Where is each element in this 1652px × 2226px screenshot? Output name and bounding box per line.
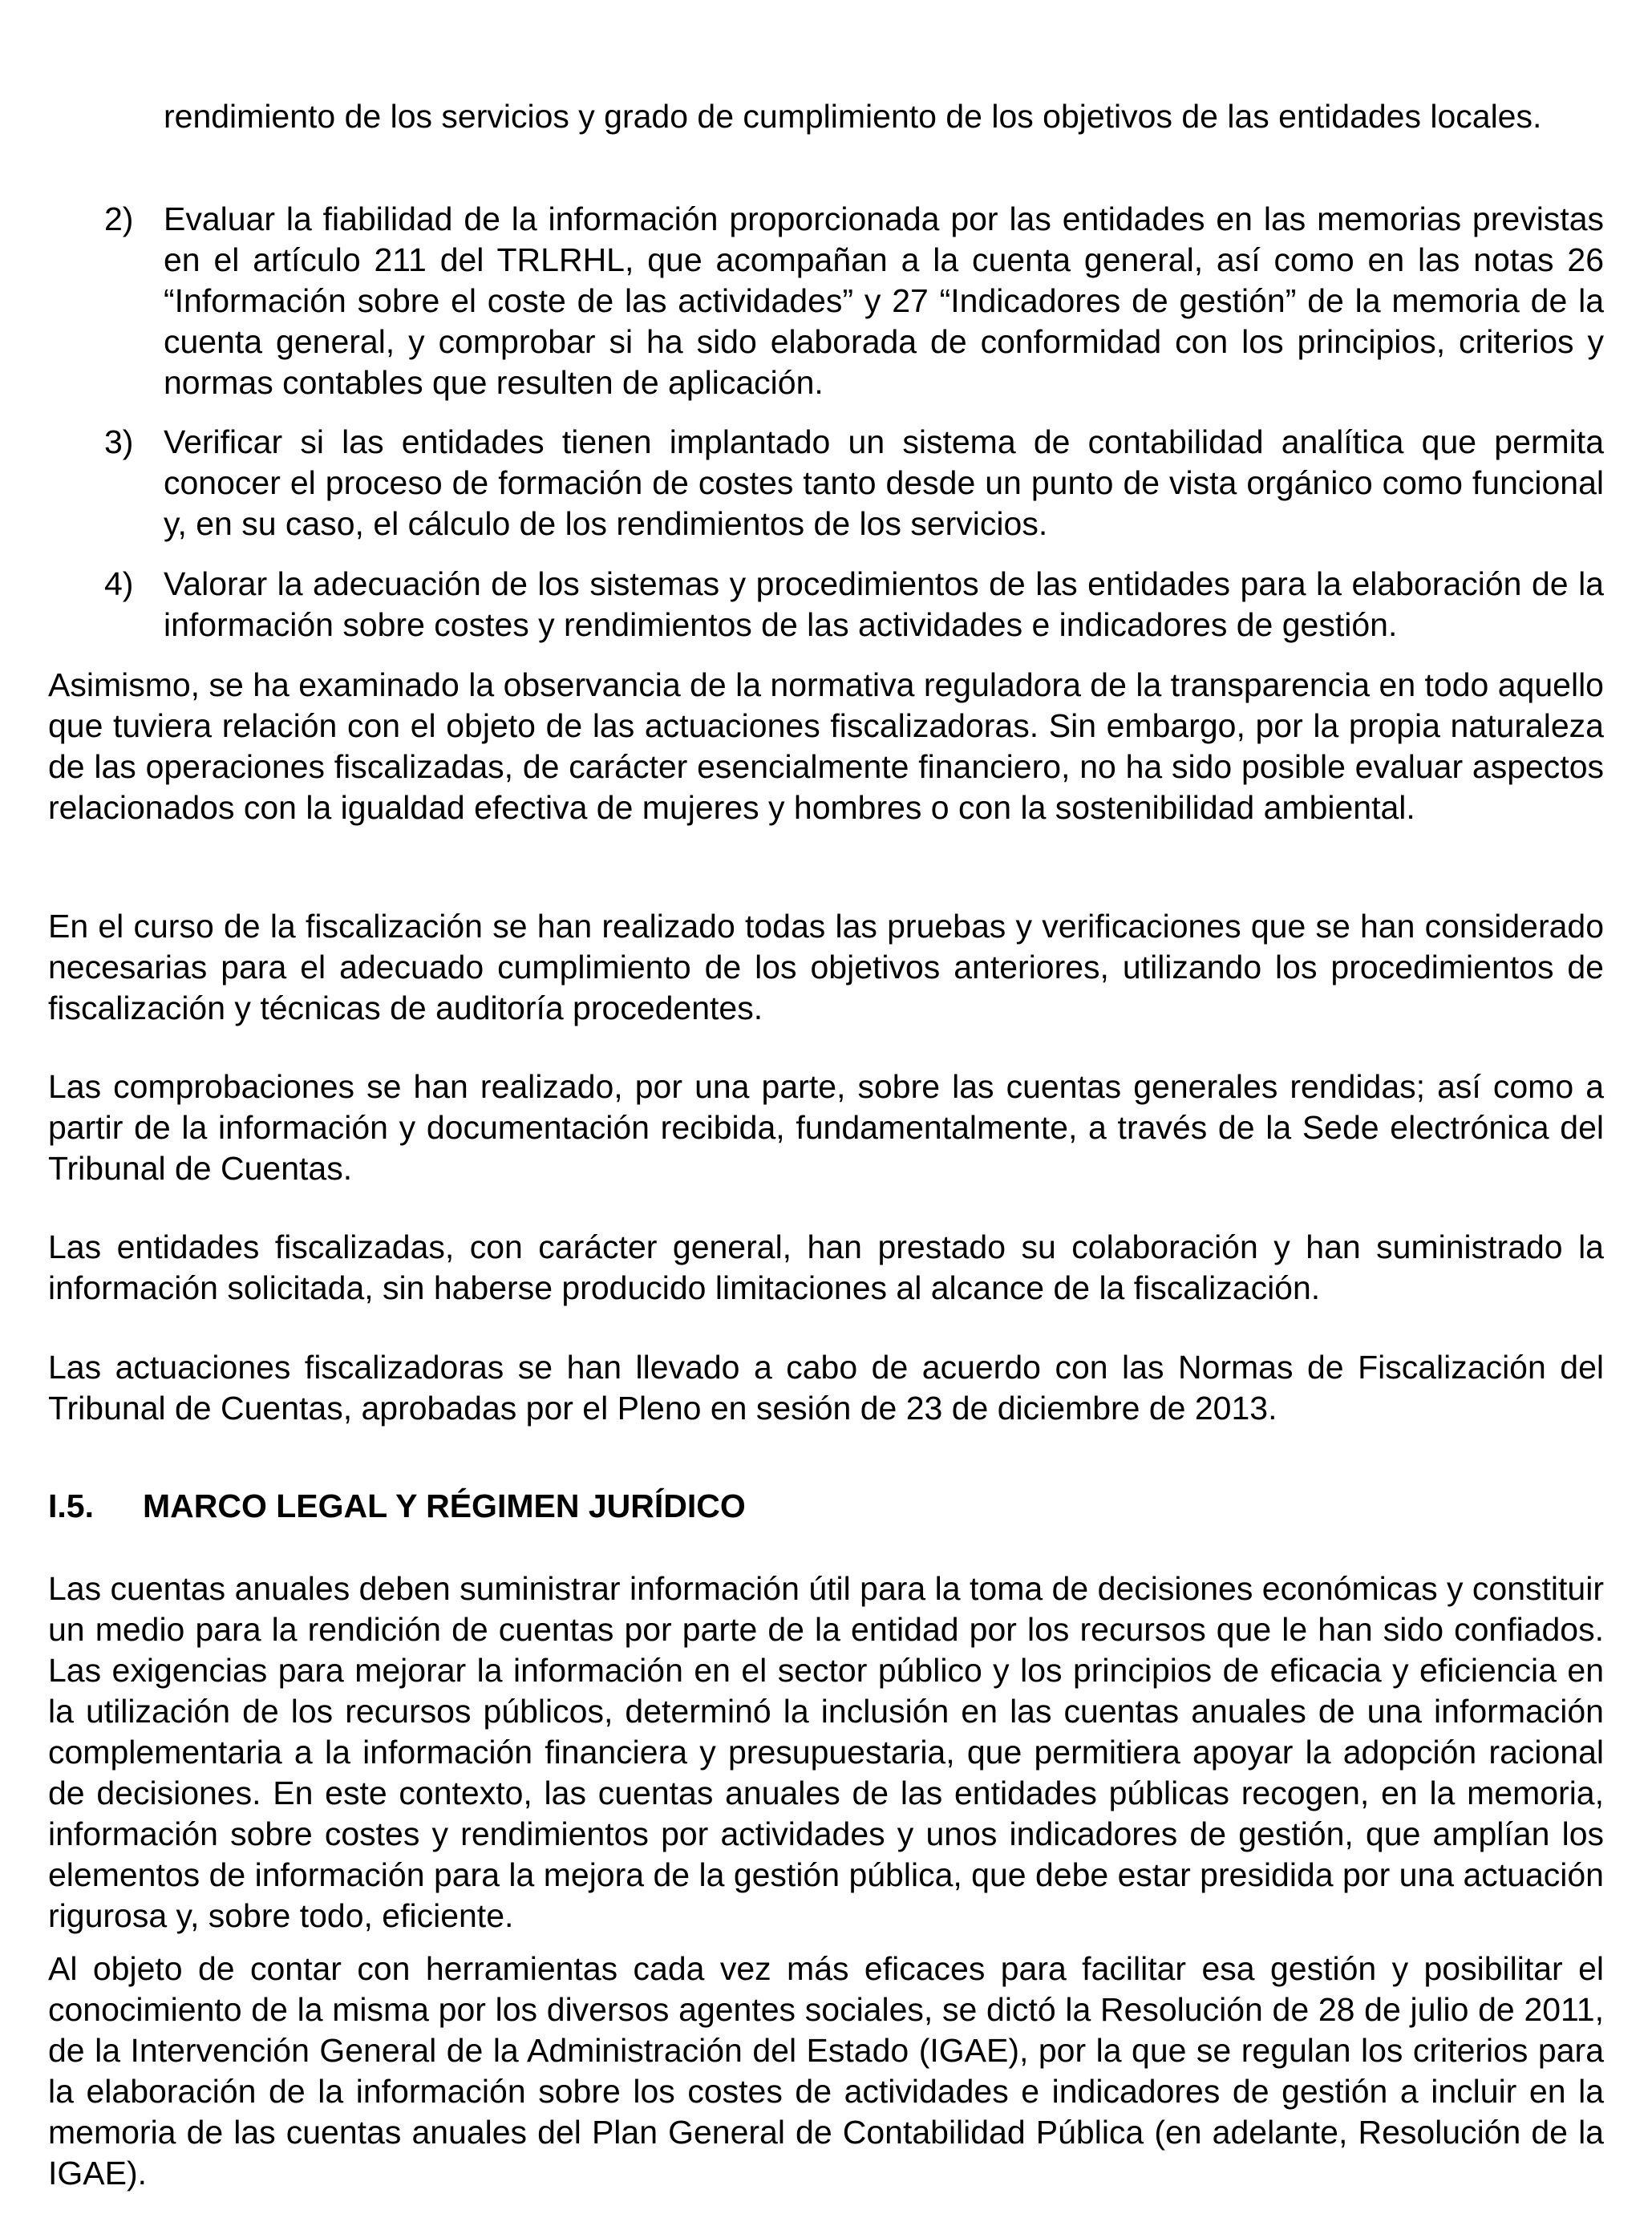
list-item-text: Evaluar la fiabilidad de la información proporcionada por las entidades en las memorias previstas en el artículo 211 del TRLRHL, que acompañan a la cuenta general, así como en las notas 26 “Información sobre el coste de las actividades” y 27 “Indicadores de gestión” de la memoria de la cuenta general, y comprobar si ha sido elaborada de conformidad con los principios, criterios y normas contables que resulten de aplicación. [164, 200, 1604, 401]
list-item-number: 4) [104, 565, 134, 602]
section-heading [48, 1486, 746, 1527]
section-title: MARCO LEGAL Y RÉGIMEN JURÍDICO [143, 1487, 746, 1524]
list-continuation-text: rendimiento de los servicios y grado de cumplimiento de los objetivos de las entidades locales. [164, 98, 1542, 135]
paragraph-comprobaciones: Las comprobaciones se han realizado, por una parte, sobre las cuentas generales rendidas; así como a partir de la información y documentación recibida, fundamentalmente, a través de la Sede electrónica del Tribunal de Cuentas. [48, 1068, 1604, 1187]
list-item-number: 3) [104, 423, 134, 460]
list-item-text: Valorar la adecuación de los sistemas y procedimientos de las entidades para la elaboración de la información sobre costes y rendimientos de las actividades e indicadores de gestión. [164, 565, 1604, 643]
list-item-number: 2) [104, 200, 134, 237]
paragraph-transparencia: Asimismo, se ha examinado la observancia de la normativa reguladora de la transparencia en todo aquello que tuviera relación con el objeto de las actuaciones fiscalizadoras. Sin embargo, por la propia naturaleza de las operaciones fiscalizadas, de carácter esencialmente financiero, no ha sido posible evaluar aspectos relacionados con la igualdad efectiva de mujeres y hombres o con la sostenibilidad ambiental. [48, 666, 1604, 826]
paragraph-cuentas-anuales: Las cuentas anuales deben suministrar información útil para la toma de decisiones económicas y constituir un medio para la rendición de cuentas por parte de la entidad por los recursos que le han sido confiados. Las exigencias para mejorar la información en el sector público y los principios de eficacia y eficiencia en la utilización de los recursos públicos, determinó la inclusión en las cuentas anuales de una información complementaria a la información financiera y presupuestaria, que permitiera apoyar la adopción racional de decisiones. En este contexto, las cuentas anuales de las entidades públicas recogen, en la memoria, información sobre costes y rendimientos por actividades y unos indicadores de gestión, que amplían los elementos de información para la mejora de la gestión pública, que debe estar presidida por una actuación rigurosa y, sobre todo, eficiente. [48, 1570, 1604, 1934]
paragraph-pruebas: En el curso de la fiscalización se han realizado todas las pruebas y verificaciones que se han considerado necesarias para el adecuado cumplimiento de los objetivos anteriores, utilizando los procedimientos de fiscalización y técnicas de auditoría procedentes. [48, 908, 1604, 1026]
paragraph-colaboracion: Las entidades fiscalizadas, con carácter general, han prestado su colaboración y han suministrado la información solicitada, sin haberse producido limitaciones al alcance de la fiscalización. [48, 1228, 1604, 1306]
list-item-2 [104, 199, 1604, 403]
paragraph-normas: Las actuaciones fiscalizadoras se han llevado a cabo de acuerdo con las Normas de Fiscalización del Tribunal de Cuentas, aprobadas por el Pleno en sesión de 23 de diciembre de 2013. [48, 1349, 1604, 1427]
list-item-3 [104, 422, 1604, 544]
section-number: I.5. [48, 1487, 94, 1524]
list-item-4 [104, 564, 1604, 646]
paragraph-resolucion-igae: Al objeto de contar con herramientas cada vez más eficaces para facilitar esa gestión y posibilitar el conocimiento de la misma por los diversos agentes sociales, se dictó la Resolución de 28 de julio de 2011, de la Intervención General de la Administración del Estado (IGAE), por la que se regulan los criterios para la elaboración de la información sobre los costes de actividades e indicadores de gestión a incluir en la memoria de las cuentas anuales del Plan General de Contabilidad Pública (en adelante, Resolución de la IGAE). [48, 1950, 1604, 2192]
list-item-text: Verificar si las entidades tienen implantado un sistema de contabilidad analítica que permita conocer el proceso de formación de costes tanto desde un punto de vista orgánico como funcional y, en su caso, el cálculo de los rendimientos de los servicios. [164, 423, 1604, 542]
